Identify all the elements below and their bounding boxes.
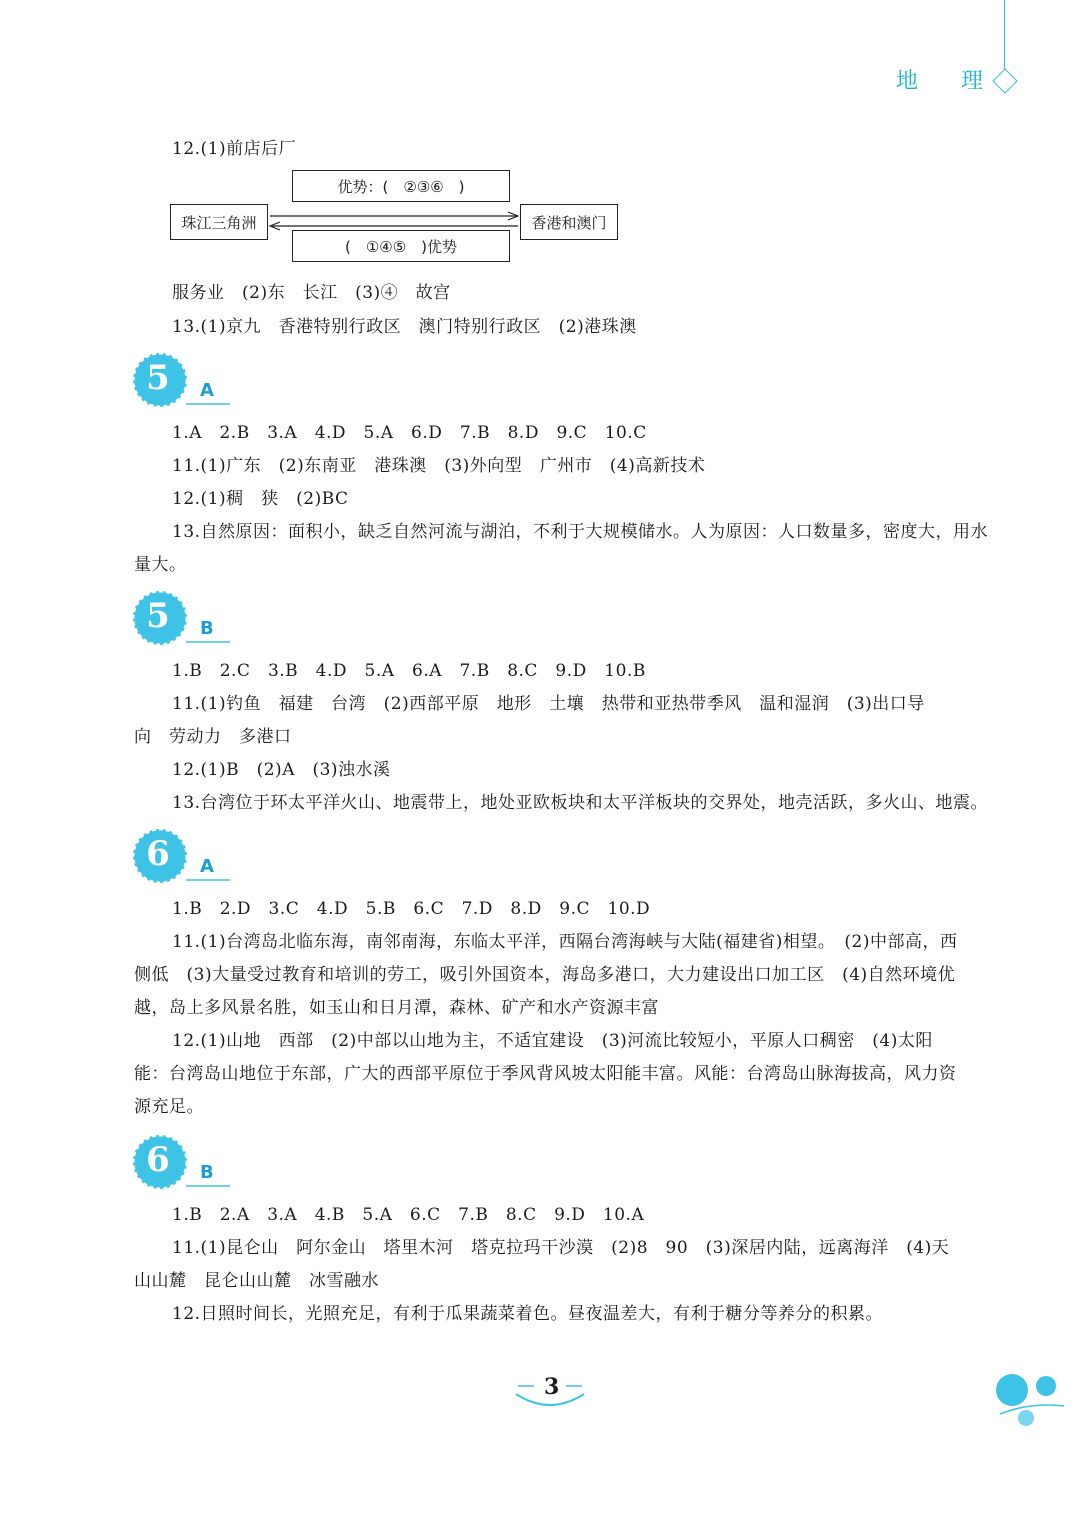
s6b-line2: 11.(1)昆仑山 阿尔金山 塔里木河 塔克拉玛干沙漠 (2)8 90 (3)深居内陆，远离海洋 (4)天 <box>172 1238 950 1258</box>
badge-underline <box>186 1184 230 1188</box>
section-letter: B <box>200 1162 214 1183</box>
s5b-line4: 12.(1)B (2)A (3)浊水溪 <box>172 760 391 780</box>
page-number: 3 <box>544 1374 560 1400</box>
s6b-line1: 1.B 2.A 3.A 4.B 5.A 6.C 7.B 8.C 9.D 10.A <box>172 1205 645 1225</box>
section-number: 5 <box>146 596 170 636</box>
diagram-bottom-box: ( ①④⑤ )优势 <box>292 230 510 262</box>
q13-top-line: 13.(1)京九 香港特别行政区 澳门特别行政区 (2)港珠澳 <box>172 317 637 337</box>
section-letter: B <box>200 618 214 639</box>
section-number: 6 <box>146 834 170 874</box>
section-number: 6 <box>146 1140 170 1180</box>
s5a-line3: 12.(1)稠 狭 (2)BC <box>172 489 349 509</box>
diagram-top-box: 优势：( ②③⑥ ) <box>292 170 510 202</box>
s5b-line3: 向 劳动力 多港口 <box>134 727 292 747</box>
section-letter: A <box>200 380 214 401</box>
s5a-line4: 13.自然原因：面积小，缺乏自然河流与湖泊，不利于大规模储水。人为原因：人口数量多，密度大，用水 <box>172 522 989 542</box>
section-badge-6a <box>130 826 280 896</box>
s6b-line4: 12.日照时间长，光照充足，有利于瓜果蔬菜着色。昼夜温差大，有利于糖分等养分的积累。 <box>172 1304 884 1324</box>
diagram-right-box: 香港和澳门 <box>520 204 618 240</box>
subject-title: 地 理 <box>896 69 1001 94</box>
s5a-line2: 11.(1)广东 (2)东南亚 港珠澳 (3)外向型 广州市 (4)高新技术 <box>172 456 706 476</box>
section-letter: A <box>200 856 214 877</box>
section-badge-5b <box>130 588 280 658</box>
s5a-line5: 量大。 <box>134 555 187 575</box>
s6b-line3: 山山麓 昆仑山山麓 冰雪融水 <box>134 1271 379 1291</box>
s6a-line6: 能：台湾岛山地位于东部，广大的西部平原位于季风背风坡太阳能丰富。风能：台湾岛山脉海拔高，风力资 <box>134 1064 957 1084</box>
header-decoration-line <box>1004 0 1005 72</box>
bubbles-decoration-icon <box>990 1366 1070 1436</box>
s5b-line5: 13.台湾位于环太平洋火山、地震带上，地处亚欧板块和太平洋板块的交界处，地壳活跃，多火山、地震。 <box>172 793 989 813</box>
s5b-line2: 11.(1)钓鱼 福建 台湾 (2)西部平原 地形 土壤 热带和亚热带季风 温和湿润 (3)出口导 <box>172 694 925 714</box>
badge-underline <box>186 878 230 882</box>
diagram-left-box: 珠江三角洲 <box>170 204 268 240</box>
q12-line1: 12.(1)前店后厂 <box>172 139 297 159</box>
s5a-line1: 1.A 2.B 3.A 4.D 5.A 6.D 7.B 8.D 9.C 10.C <box>172 423 647 443</box>
s5b-line1: 1.B 2.C 3.B 4.D 5.A 6.A 7.B 8.C 9.D 10.B <box>172 661 646 681</box>
s6a-line7: 源充足。 <box>134 1097 204 1117</box>
badge-underline <box>186 640 230 644</box>
diagram-arrows <box>266 208 522 234</box>
badge-underline <box>186 402 230 406</box>
section-number: 5 <box>146 358 170 398</box>
s6a-line1: 1.B 2.D 3.C 4.D 5.B 6.C 7.D 8.D 9.C 10.D <box>172 899 651 919</box>
q12-line2: 服务业 (2)东 长江 (3)④ 故宫 <box>172 283 451 303</box>
s6a-line2: 11.(1)台湾岛北临东海，南邻南海，东临太平洋，西隔台湾海峡与大陆(福建省)相望。 (2)中部高，西 <box>172 932 958 952</box>
section-badge-5a <box>130 350 280 420</box>
s6a-line4: 越，岛上多风景名胜，如玉山和日月潭，森林、矿产和水产资源丰富 <box>134 998 659 1018</box>
s6a-line5: 12.(1)山地 西部 (2)中部以山地为主，不适宜建设 (3)河流比较短小，平原人口稠密 (4)太阳 <box>172 1031 933 1051</box>
s6a-line3: 侧低 (3)大量受过教育和培训的劳工，吸引外国资本，海岛多港口，大力建设出口加工区 (4)自然环境优 <box>134 965 956 985</box>
section-badge-6b <box>130 1132 280 1202</box>
